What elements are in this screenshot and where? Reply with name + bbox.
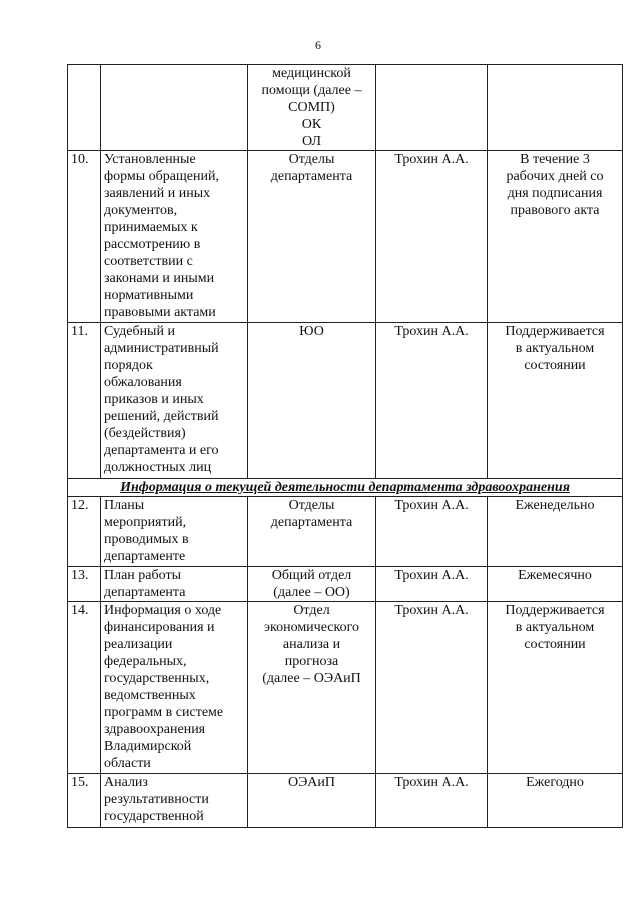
responsible-person: Трохин А.А.: [376, 497, 488, 567]
row-number: 11.: [68, 323, 101, 479]
responsible-department: медицинской помощи (далее – СОМП) ОК ОЛ: [248, 65, 376, 151]
responsible-person: [376, 65, 488, 151]
table-row: [68, 567, 623, 602]
responsible-department: ОЭАиП: [248, 774, 376, 828]
responsible-department: Отделы департамента: [248, 151, 376, 323]
update-term: В течение 3 рабочих дней со дня подписания правового акта: [488, 151, 623, 323]
row-number: 15.: [68, 774, 101, 828]
row-number: 10.: [68, 151, 101, 323]
responsible-person: Трохин А.А.: [376, 774, 488, 828]
responsible-department: Отдел экономического анализа и прогноза (далее – ОЭАиП: [248, 602, 376, 774]
item-name: Судебный и административный порядок обжалования приказов и иных решений, действий (бездействия) департамента и его должностных лиц: [101, 323, 248, 479]
responsible-department: Общий отдел (далее – ОО): [248, 567, 376, 602]
responsible-person: Трохин А.А.: [376, 567, 488, 602]
item-name: Информация о ходе финансирования и реализации федеральных, государственных, ведомственных программ в системе здравоохранения Владимирской области: [101, 602, 248, 774]
section-row: [68, 479, 623, 497]
section-heading: Информация о текущей деятельности департамента здравоохранения: [68, 479, 623, 497]
responsible-person: Трохин А.А.: [376, 151, 488, 323]
responsible-department: ЮО: [248, 323, 376, 479]
responsible-department: Отделы департамента: [248, 497, 376, 567]
update-term: Поддерживается в актуальном состоянии: [488, 323, 623, 479]
table-row: [68, 323, 623, 479]
item-name: [101, 65, 248, 151]
row-number: [68, 65, 101, 151]
update-term: Ежегодно: [488, 774, 623, 828]
responsible-person: Трохин А.А.: [376, 323, 488, 479]
item-name: Анализ результативности государственной: [101, 774, 248, 828]
item-name: Установленные формы обращений, заявлений и иных документов, принимаемых к рассмотрению в соответствии с законами и иными нормативными правовыми актами: [101, 151, 248, 323]
update-term: Еженедельно: [488, 497, 623, 567]
item-name: План работы департамента: [101, 567, 248, 602]
table-row: [68, 774, 623, 828]
table-row: [68, 497, 623, 567]
item-name: Планы мероприятий, проводимых в департаменте: [101, 497, 248, 567]
row-number: 14.: [68, 602, 101, 774]
table-row: [68, 151, 623, 323]
update-term: Поддерживается в актуальном состоянии: [488, 602, 623, 774]
document-table: [67, 64, 623, 828]
update-term: [488, 65, 623, 151]
row-number: 12.: [68, 497, 101, 567]
table-row: [68, 65, 623, 151]
row-number: 13.: [68, 567, 101, 602]
responsible-person: Трохин А.А.: [376, 602, 488, 774]
update-term: Ежемесячно: [488, 567, 623, 602]
page-number: 6: [315, 38, 321, 52]
table-row: [68, 602, 623, 774]
